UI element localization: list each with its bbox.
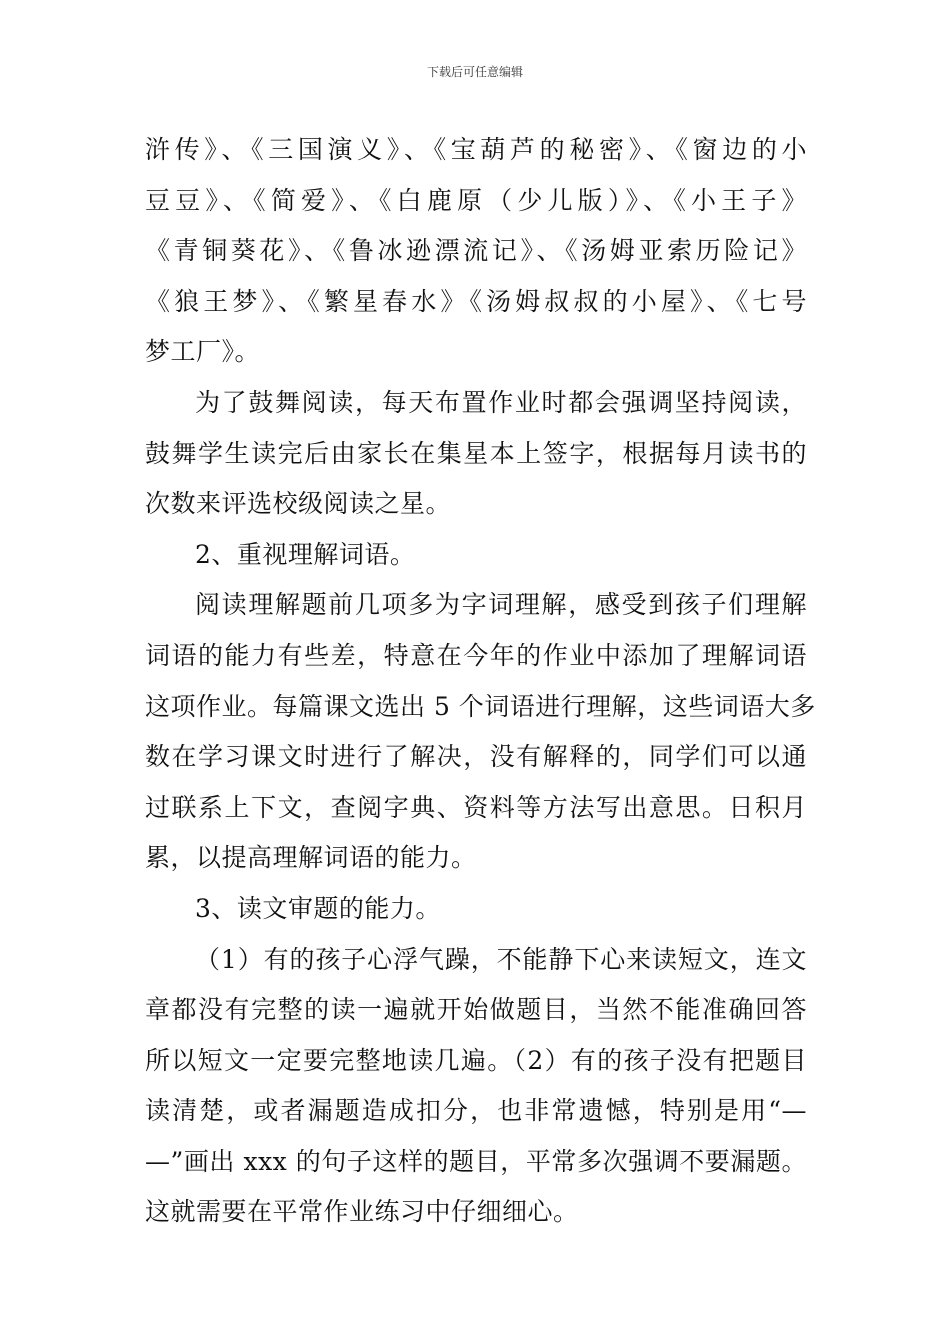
text-line: 章都没有完整的读一遍就开始做题目，当然不能准确回答 xyxy=(145,995,807,1025)
text-line: 3、读文审题的能力。 xyxy=(195,893,441,923)
page-header: 下载后可任意编辑 xyxy=(426,65,523,79)
text-line: 梦工厂》。 xyxy=(145,337,261,367)
text-line: 这就需要在平常作业练习中仔细细心。 xyxy=(145,1197,579,1227)
text-line: 鼓舞学生读完后由家长在集星本上签字，根据每月读书的 xyxy=(145,438,807,468)
text-line: 数在学习课文时进行了解决，没有解释的，同学们可以通 xyxy=(145,742,807,772)
text-line: 为了鼓舞阅读，每天布置作业时都会强调坚持阅读， xyxy=(195,387,807,417)
text-line: 累，以提高理解词语的能力。 xyxy=(145,843,477,873)
text-line: 浒传》、《三国演义》、《宝葫芦的秘密》、《窗边的小 xyxy=(145,135,807,164)
text-line: 读清楚，或者漏题造成扣分，也非常遗憾，特别是用“— xyxy=(145,1096,807,1126)
text-line: 词语的能力有些差，特意在今年的作业中添加了理解词语 xyxy=(145,640,807,670)
text-line: 豆豆》、《简爱》、《白鹿原（少儿版）》、《小王子》 xyxy=(145,185,807,215)
text-line: （1）有的孩子心浮气躁，不能静下心来读短文，连文 xyxy=(195,944,807,974)
text-line: 过联系上下文，查阅字典、资料等方法写出意思。日积月 xyxy=(145,792,807,822)
document-body xyxy=(145,125,816,1238)
text-line: 这项作业。每篇课文选出 5 个词语进行理解，这些词语大多 xyxy=(145,691,816,721)
text-line: —”画出 xxx 的句子这样的题目，平常多次强调不要漏题。 xyxy=(145,1146,807,1176)
text-line: 《狼王梦》、《繁星春水》《汤姆叔叔的小屋》、《七号 xyxy=(145,286,807,316)
text-line: 2、重视理解词语。 xyxy=(195,539,416,569)
text-line: 所以短文一定要完整地读几遍。（2）有的孩子没有把题目 xyxy=(145,1045,807,1075)
text-line: 阅读理解题前几项多为字词理解，感受到孩子们理解 xyxy=(195,590,807,620)
text-line: 《青铜葵花》、《鲁冰逊漂流记》、《汤姆亚索历险记》 xyxy=(145,236,807,266)
text-line: 次数来评选校级阅读之星。 xyxy=(145,489,452,519)
